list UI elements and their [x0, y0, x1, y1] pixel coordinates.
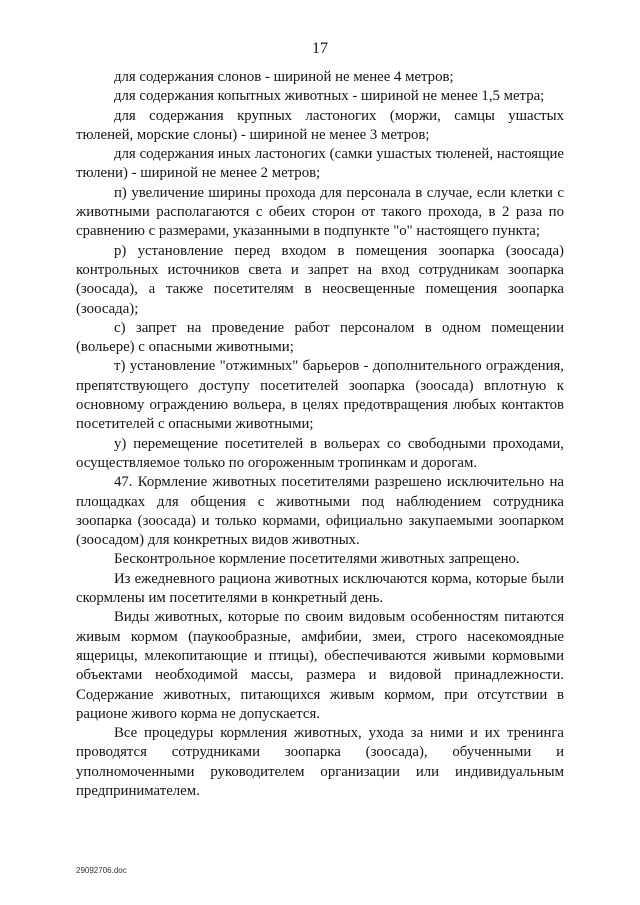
document-body — [76, 68, 564, 801]
paragraph: для содержания иных ластоногих (самки ушастых тюленей, настоящие тюлени) - шириной не менее 2 метров; — [76, 146, 564, 182]
paragraph: для содержания крупных ластоногих (моржи, самцы ушастых тюленей, морские слоны) - шириной не менее 3 метров; — [76, 107, 564, 143]
paragraph: Из ежедневного рациона животных исключаются корма, которые были скормлены им посетителями в конкретный день. — [76, 570, 564, 607]
paragraph: у) перемещение посетителей в вольерах со свободными проходами, осуществляемое только по огороженным тропинкам и дорогам. — [76, 435, 564, 471]
paragraph: Все процедуры кормления животных, ухода за ними и их тренинга проводятся сотрудниками зоопарка (зоосада), обученными и уполномоченными руководителем организации или индивидуальным предпринимателем. — [76, 725, 564, 799]
paragraph: Виды животных, которые по своим видовым особенностям питаются живым кормом (паукообразные, амфибии, змеи, строго насекомоядные ящерицы, млекопитающие и птицы), обеспечиваются живыми кормовыми объектами необходимой массы, размера и видовой принадлежности. Содержание животных, питающихся живым кормом, при отсутствии в рационе живого корма не допускается. — [76, 609, 564, 722]
document-footer-filename: 29092706.doc — [76, 866, 127, 875]
paragraph: для содержания слонов - шириной не менее 4 метров; — [114, 69, 454, 85]
paragraph: Бесконтрольное кормление посетителями животных запрещено. — [114, 551, 520, 568]
paragraph: п) увеличение ширины прохода для персонала в случае, если клетки с животными располагаются с обеих сторон от такого прохода, в 2 раза по сравнению с размерами, указанными в подпункте "о" настоящего пункта; — [76, 184, 564, 240]
paragraph: для содержания копытных животных - шириной не менее 1,5 метра; — [114, 88, 545, 105]
paragraph: р) установление перед входом в помещения зоопарка (зоосада) контрольных источников света и запрет на вход сотрудникам зоопарка (зоосада), а также посетителям в неосвещенные помещения зоопарка (зоосада); — [76, 242, 564, 317]
paragraph: т) установление "отжимных" барьеров - дополнительного ограждения, препятствующего доступу посетителей зоопарка (зоосада) вплотную к основному ограждению вольера, в целях предотвращения любых контактов посетителей с опасными животными; — [76, 358, 564, 433]
page-number: 17 — [312, 40, 328, 57]
paragraph: с) запрет на проведение работ персоналом в одном помещении (вольере) с опасными животными; — [76, 319, 564, 356]
paragraph: 47. Кормление животных посетителями разрешено исключительно на площадках для общения с животными под наблюдением сотрудника зоопарка (зоосада) и только кормами, официально закупаемыми зоопарком (зоосадом) для конкретных видов животных. — [76, 474, 564, 549]
